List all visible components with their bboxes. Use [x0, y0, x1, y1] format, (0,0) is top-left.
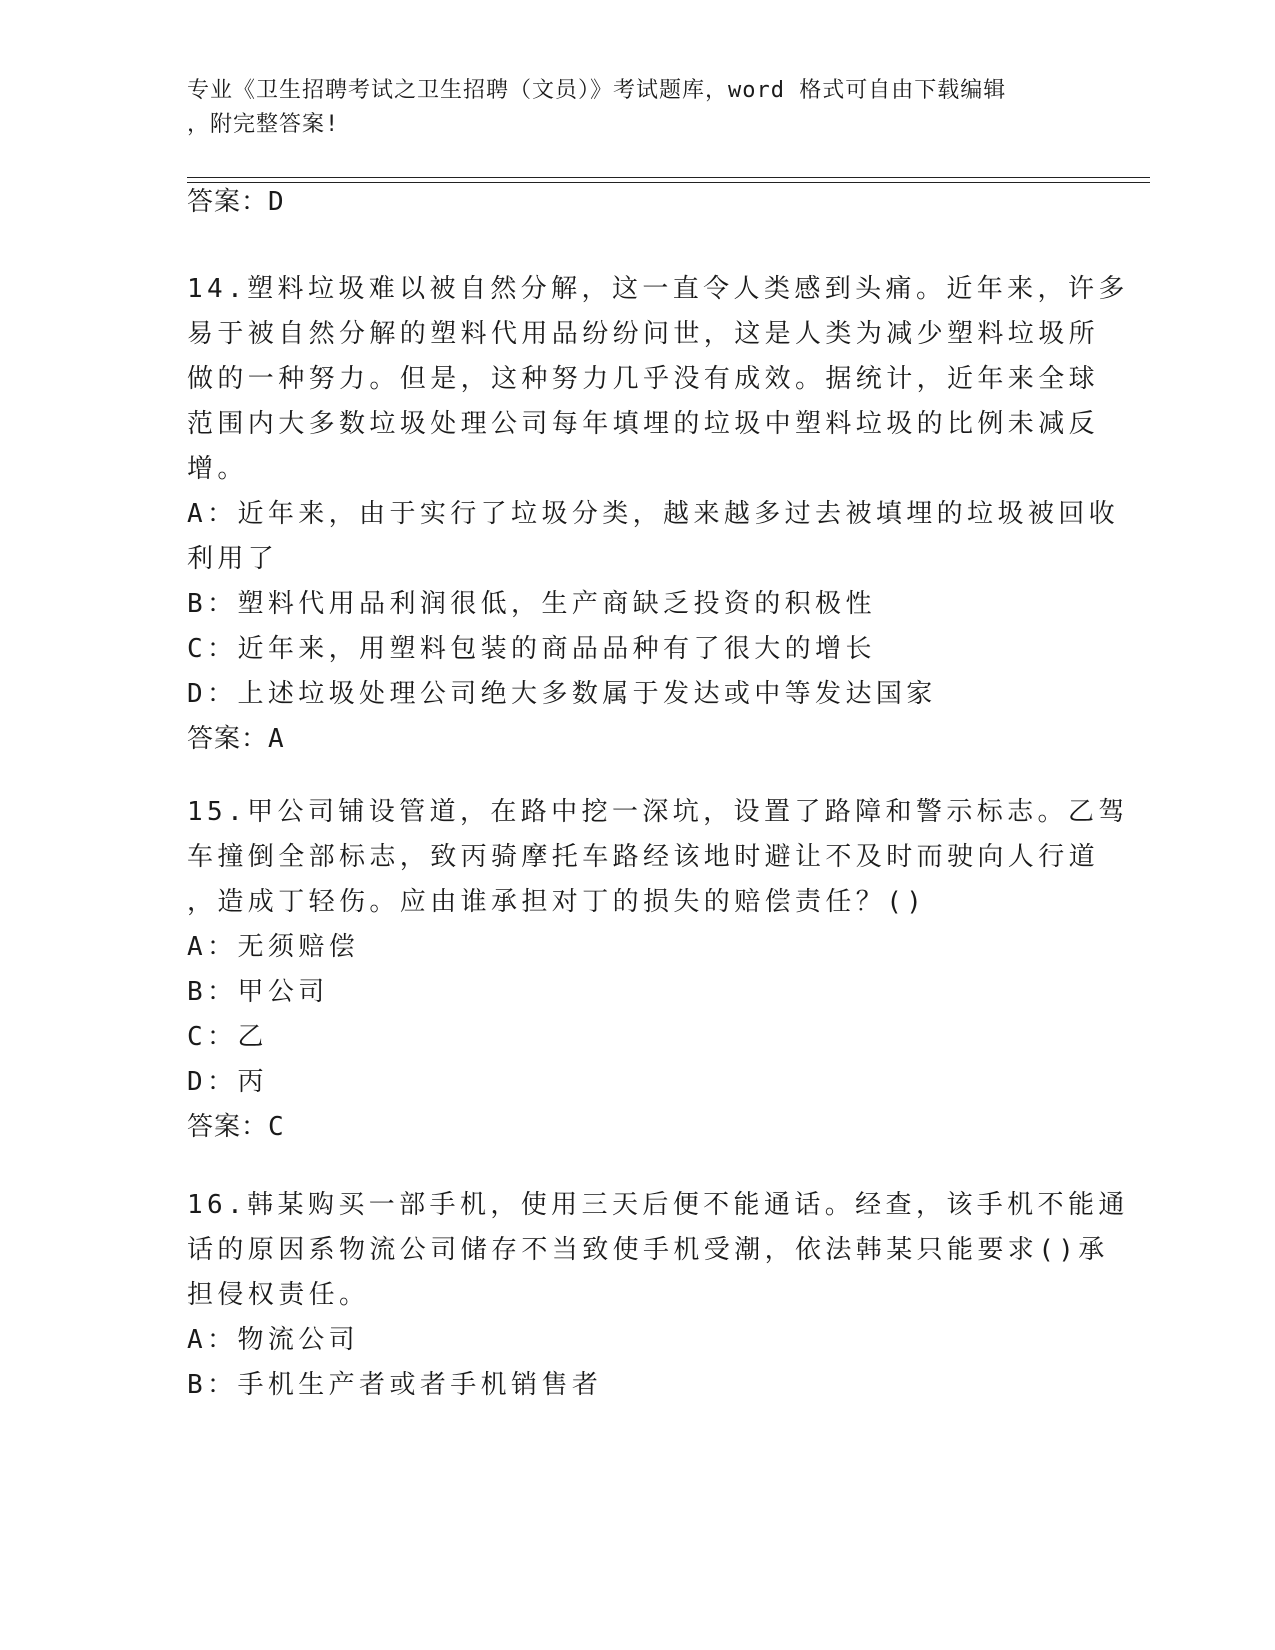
question-stem-line: 担侵权责任。 [187, 1280, 370, 1310]
option-d: D：丙 [187, 1067, 268, 1097]
option-d: D：上述垃圾处理公司绝大多数属于发达或中等发达国家 [187, 679, 937, 709]
question-16 [187, 1183, 1129, 1408]
question-15 [187, 790, 1129, 1150]
prev-answer-block [187, 180, 1067, 225]
header-line-1: 专业《卫生招聘考试之卫生招聘（文员）》考试题库，word 格式可自由下载编辑 [187, 78, 1007, 103]
option-b: B：塑料代用品利润很低，生产商缺乏投资的积极性 [187, 589, 876, 619]
question-stem-line: 范围内大多数垃圾处理公司每年填埋的垃圾中塑料垃圾的比例未减反 [187, 409, 1100, 439]
question-stem-line: 易于被自然分解的塑料代用品纷纷问世，这是人类为减少塑料垃圾所 [187, 319, 1100, 349]
answer-text: 答案：D [187, 187, 285, 217]
question-stem-line: 增。 [187, 454, 248, 484]
header-rule-top [187, 177, 1150, 178]
answer-text: 答案：C [187, 1112, 285, 1142]
option-a: A：无须赔偿 [187, 932, 360, 962]
option-c: C：近年来，用塑料包装的商品品种有了很大的增长 [187, 634, 876, 664]
option-a-continued: 利用了 [187, 544, 279, 574]
answer-text: 答案：A [187, 724, 285, 754]
question-stem-line: 话的原因系物流公司储存不当致使手机受潮，依法韩某只能要求()承 [187, 1235, 1109, 1265]
option-b: B：手机生产者或者手机销售者 [187, 1370, 603, 1400]
option-a: A：近年来，由于实行了垃圾分类，越来越多过去被填埋的垃圾被回收 [187, 499, 1120, 529]
question-stem-line: ，造成丁轻伤。应由谁承担对丁的损失的赔偿责任？() [187, 887, 927, 917]
question-stem-line: 15.甲公司铺设管道，在路中挖一深坑，设置了路障和警示标志。乙驾 [187, 797, 1129, 827]
header-line-2: ，附完整答案! [187, 112, 340, 137]
option-b: B：甲公司 [187, 977, 329, 1007]
option-c: C：乙 [187, 1022, 268, 1052]
question-stem-line: 16.韩某购买一部手机，使用三天后便不能通话。经查，该手机不能通 [187, 1190, 1129, 1220]
question-14 [187, 267, 1129, 762]
question-stem-line: 14.塑料垃圾难以被自然分解，这一直令人类感到头痛。近年来，许多 [187, 274, 1129, 304]
document-header [187, 74, 1087, 142]
question-stem-line: 做的一种努力。但是，这种努力几乎没有成效。据统计，近年来全球 [187, 364, 1100, 394]
question-stem-line: 车撞倒全部标志，致丙骑摩托车路经该地时避让不及时而驶向人行道 [187, 842, 1100, 872]
option-a: A：物流公司 [187, 1325, 360, 1355]
